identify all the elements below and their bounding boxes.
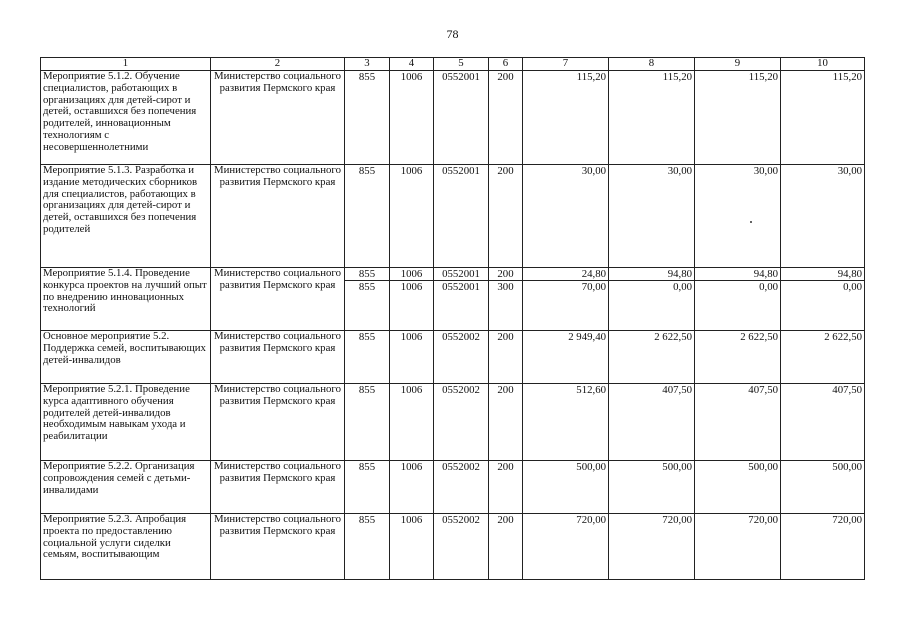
cell-c10 — [781, 268, 865, 331]
cell-value: 1006 — [400, 71, 423, 83]
cell-c6 — [489, 514, 523, 580]
table-row — [41, 461, 865, 514]
cell-c6 — [489, 165, 523, 268]
column-header: 6 — [489, 58, 523, 71]
cell-value: 512,60 — [576, 384, 606, 396]
cell-value: 0552001 — [442, 71, 480, 83]
responsible-organization: Министерство социального развития Пермского края — [211, 461, 345, 514]
cell-value: 30,00 — [837, 165, 862, 177]
activity-name: Мероприятие 5.2.3. Апробация проекта по предоставлению социальной услуги сиделки семьям, воспитывающим — [41, 514, 211, 580]
cell-c4 — [390, 384, 434, 461]
cell-c9 — [695, 461, 781, 514]
cell-value: 200 — [497, 71, 514, 83]
column-header: 7 — [523, 58, 609, 71]
cell-value: 0552002 — [442, 331, 480, 343]
cell-value: 115,20 — [832, 71, 862, 83]
activity-name: Мероприятие 5.1.4. Проведение конкурса проектов на лучший опыт по внедрению инновационных технологий — [41, 268, 211, 331]
cell-value: 720,00 — [832, 514, 862, 526]
cell-value: 855 — [358, 331, 376, 343]
cell-value: 115,20 — [748, 71, 778, 83]
cell-value: 1006 — [400, 384, 423, 396]
cell-value: 855 — [345, 280, 389, 293]
cell-value: 200 — [497, 514, 514, 526]
responsible-organization: Министерство социального развития Пермского края — [211, 331, 345, 384]
cell-value: 500,00 — [832, 461, 862, 473]
cell-value: 0,00 — [609, 280, 695, 293]
cell-c9 — [695, 165, 781, 268]
header-row — [41, 58, 865, 71]
cell-c6 — [489, 461, 523, 514]
cell-value: 115,20 — [662, 71, 692, 83]
cell-c5 — [434, 461, 489, 514]
table-row — [41, 384, 865, 461]
cell-c6 — [489, 384, 523, 461]
table-row — [41, 331, 865, 384]
cell-c7 — [523, 165, 609, 268]
activity-name: Основное мероприятие 5.2. Поддержка семей, воспитывающих детей-инвалидов — [41, 331, 211, 384]
cell-value: 1006 — [400, 461, 423, 473]
responsible-organization: Министерство социального развития Пермского края — [211, 71, 345, 165]
cell-value: 0552002 — [442, 384, 480, 396]
cell-c9 — [695, 71, 781, 165]
cell-c5 — [434, 331, 489, 384]
cell-value: 855 — [358, 461, 376, 473]
cell-value: 2 622,50 — [824, 331, 862, 343]
cell-value: 0552001 — [434, 280, 488, 293]
cell-c4 — [390, 268, 434, 331]
cell-value: 0,00 — [695, 280, 781, 293]
cell-c4 — [390, 71, 434, 165]
column-header: 10 — [781, 58, 865, 71]
cell-value: 2 622,50 — [654, 331, 692, 343]
cell-value: 2 622,50 — [740, 331, 778, 343]
cell-c7 — [523, 71, 609, 165]
cell-value: 0,00 — [781, 280, 865, 293]
cell-c10 — [781, 71, 865, 165]
column-header: 2 — [211, 58, 345, 71]
cell-value: 0552001 — [442, 268, 480, 280]
column-header: 3 — [345, 58, 390, 71]
cell-value: 500,00 — [662, 461, 692, 473]
cell-value: 1006 — [400, 331, 423, 343]
activity-name: Мероприятие 5.1.2. Обучение специалистов, работающих в организациях для детей-сирот и детей, оставшихся без попечения родителей, инновационным технологиям с несовершеннолетними — [41, 71, 211, 165]
cell-value: 70,00 — [523, 280, 609, 293]
cell-c7 — [523, 461, 609, 514]
column-header: 9 — [695, 58, 781, 71]
cell-c4 — [390, 514, 434, 580]
cell-c5 — [434, 384, 489, 461]
cell-c10 — [781, 514, 865, 580]
cell-c7 — [523, 384, 609, 461]
cell-value: 30,00 — [753, 165, 778, 177]
cell-value: 720,00 — [576, 514, 606, 526]
cell-value: 0552002 — [442, 514, 480, 526]
cell-c8 — [609, 461, 695, 514]
cell-value: 1006 — [400, 514, 423, 526]
responsible-organization: Министерство социального развития Пермского края — [211, 384, 345, 461]
cell-value: 200 — [497, 165, 514, 177]
cell-c4 — [390, 331, 434, 384]
cell-c6 — [489, 71, 523, 165]
cell-value: 500,00 — [576, 461, 606, 473]
cell-c3 — [345, 461, 390, 514]
cell-c3 — [345, 384, 390, 461]
responsible-organization: Министерство социального развития Пермского края — [211, 165, 345, 268]
cell-c8 — [609, 331, 695, 384]
budget-table — [40, 57, 865, 580]
cell-value: 720,00 — [662, 514, 692, 526]
cell-value: 720,00 — [748, 514, 778, 526]
cell-c3 — [345, 165, 390, 268]
cell-c5 — [434, 514, 489, 580]
cell-c8 — [609, 268, 695, 331]
cell-value: 30,00 — [581, 165, 606, 177]
table-row — [41, 165, 865, 268]
cell-c10 — [781, 165, 865, 268]
cell-value: 115,20 — [576, 71, 606, 83]
cell-c6 — [489, 331, 523, 384]
cell-value: 855 — [358, 384, 376, 396]
cell-c4 — [390, 461, 434, 514]
cell-value: 30,00 — [667, 165, 692, 177]
cell-c3 — [345, 331, 390, 384]
cell-c5 — [434, 165, 489, 268]
activity-name: Мероприятие 5.2.1. Проведение курса адаптивного обучения родителей детей-инвалидов необходимым навыкам ухода и реабилитации — [41, 384, 211, 461]
cell-c9 — [695, 268, 781, 331]
cell-value: 500,00 — [748, 461, 778, 473]
responsible-organization: Министерство социального развития Пермского края — [211, 514, 345, 580]
cell-value: 200 — [497, 384, 514, 396]
cell-value: 200 — [497, 268, 514, 280]
cell-c5 — [434, 71, 489, 165]
cell-value: 407,50 — [748, 384, 778, 396]
cell-value: 855 — [358, 514, 376, 526]
cell-c7 — [523, 514, 609, 580]
cell-value: 407,50 — [662, 384, 692, 396]
column-header: 5 — [434, 58, 489, 71]
table-body — [41, 71, 865, 580]
cell-value: 0552002 — [442, 461, 480, 473]
cell-value: 1006 — [390, 280, 433, 293]
column-header: 4 — [390, 58, 434, 71]
cell-value: 2 949,40 — [568, 331, 606, 343]
cell-c9 — [695, 514, 781, 580]
cell-c8 — [609, 71, 695, 165]
table-row — [41, 514, 865, 580]
cell-value: 200 — [497, 331, 514, 343]
cell-c7 — [523, 268, 609, 331]
cell-value: 855 — [358, 71, 376, 83]
cell-c8 — [609, 514, 695, 580]
cell-value: 94,80 — [753, 268, 778, 280]
activity-name: Мероприятие 5.1.3. Разработка и издание методических сборников для специалистов, работающих в организациях для детей-сирот и детей, оставшихся без попечения родителей — [41, 165, 211, 268]
column-header: 1 — [41, 58, 211, 71]
table-row — [41, 71, 865, 165]
cell-value: 200 — [497, 461, 514, 473]
cell-c7 — [523, 331, 609, 384]
cell-value: 855 — [358, 268, 376, 280]
cell-value: 1006 — [400, 165, 423, 177]
cell-c10 — [781, 384, 865, 461]
cell-c9 — [695, 384, 781, 461]
cell-value: 407,50 — [832, 384, 862, 396]
cell-c8 — [609, 384, 695, 461]
page-number: 78 — [446, 27, 459, 41]
cell-c10 — [781, 461, 865, 514]
cell-c9 — [695, 331, 781, 384]
cell-value: 1006 — [400, 268, 423, 280]
cell-value: 300 — [489, 280, 522, 293]
cell-value: 855 — [358, 165, 376, 177]
column-header: 8 — [609, 58, 695, 71]
scan-speck — [750, 221, 752, 223]
cell-value: 0552001 — [442, 165, 480, 177]
cell-value: 94,80 — [837, 268, 862, 280]
table-row — [41, 268, 865, 331]
cell-c8 — [609, 165, 695, 268]
cell-value: 24,80 — [581, 268, 606, 280]
cell-c5 — [434, 268, 489, 331]
cell-value: 94,80 — [667, 268, 692, 280]
cell-c6 — [489, 268, 523, 331]
activity-name: Мероприятие 5.2.2. Организация сопровождения семей с детьми-инвалидами — [41, 461, 211, 514]
cell-c3 — [345, 71, 390, 165]
cell-c10 — [781, 331, 865, 384]
cell-c4 — [390, 165, 434, 268]
responsible-organization: Министерство социального развития Пермского края — [211, 268, 345, 331]
cell-c3 — [345, 514, 390, 580]
cell-c3 — [345, 268, 390, 331]
